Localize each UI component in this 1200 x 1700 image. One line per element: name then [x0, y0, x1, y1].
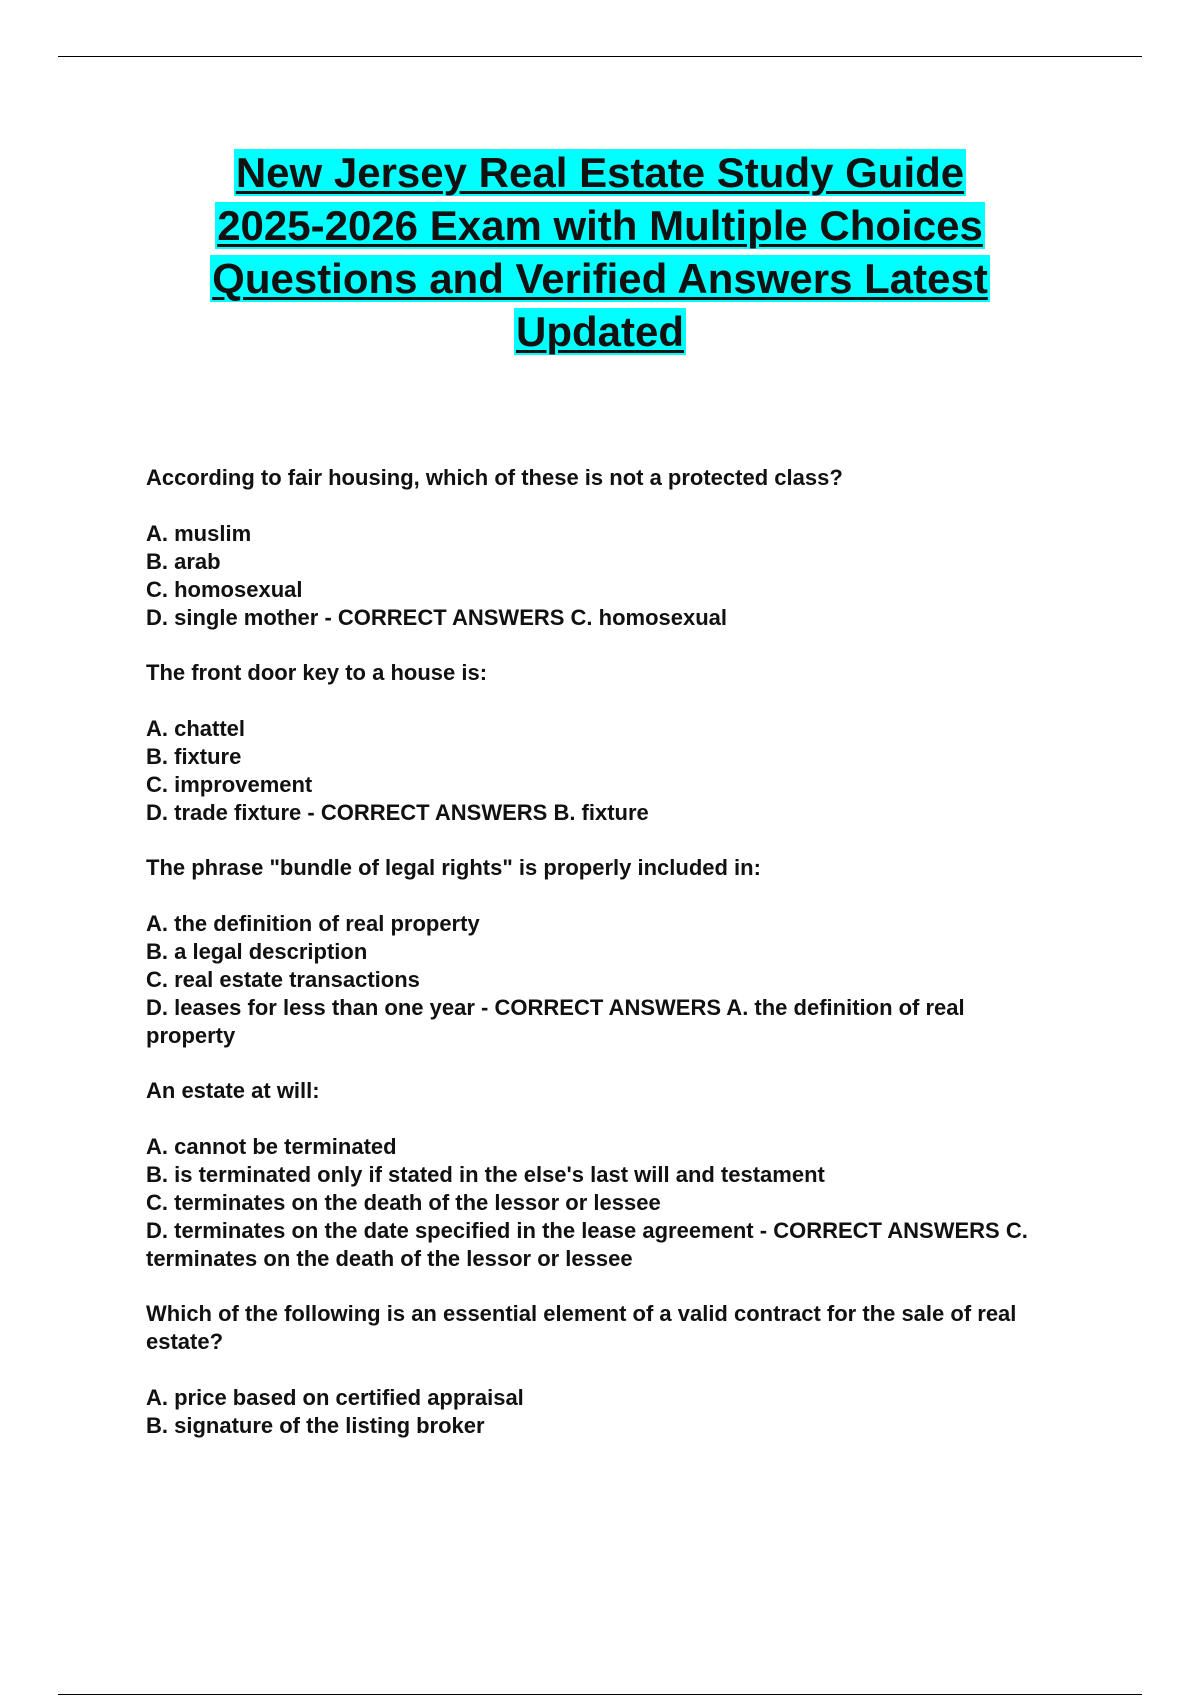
option-c: C. homosexual	[146, 577, 303, 602]
option-a: A. the definition of real property	[146, 911, 480, 936]
question-block	[146, 1077, 1046, 1273]
option-list	[146, 715, 1046, 827]
question-text: According to fair housing, which of these is not a protected class?	[146, 465, 843, 490]
option-d: D. trade fixture	[146, 800, 302, 825]
title-line-text: New Jersey Real Estate Study Guide	[235, 149, 965, 196]
option-b: B. is terminated only if stated in the else's last will and testament	[146, 1162, 825, 1187]
option-c: C. terminates on the death of the lessor or lessee	[146, 1190, 661, 1215]
question-block	[146, 464, 1046, 632]
title-line-text: Updated	[516, 308, 684, 355]
correct-answer: - CORRECT ANSWERS C. homosexual	[318, 605, 728, 630]
title-line	[0, 305, 1200, 358]
option-b: B. a legal description	[146, 939, 368, 964]
question-block	[146, 659, 1046, 827]
bottom-rule	[58, 1694, 1142, 1695]
question-text: The front door key to a house is:	[146, 660, 488, 685]
option-a: A. muslim	[146, 521, 252, 546]
option-list	[146, 910, 1046, 1050]
title-line	[0, 199, 1200, 252]
question-text: An estate at will:	[146, 1078, 320, 1103]
title-line	[0, 146, 1200, 199]
question-list	[146, 464, 1046, 1467]
top-rule	[58, 56, 1142, 57]
question-block	[146, 854, 1046, 1050]
option-list	[146, 1133, 1046, 1273]
option-c: C. improvement	[146, 772, 313, 797]
title-line-text: Questions and Verified Answers Latest	[212, 255, 988, 302]
option-a: A. price based on certified appraisal	[146, 1385, 524, 1410]
option-d-with-answer	[146, 1217, 1046, 1273]
option-b: B. fixture	[146, 744, 242, 769]
option-d: D. terminates on the date specified in the lease agreement	[146, 1218, 754, 1243]
option-d-with-answer	[146, 604, 1046, 632]
option-d-with-answer	[146, 799, 1046, 827]
option-d: D. single mother	[146, 605, 319, 630]
option-d-with-answer	[146, 994, 1046, 1050]
option-b: B. arab	[146, 549, 221, 574]
title-line	[0, 252, 1200, 305]
correct-answer: - CORRECT ANSWERS B. fixture	[301, 800, 649, 825]
option-a: A. chattel	[146, 716, 246, 741]
option-d: D. leases for less than one year	[146, 995, 475, 1020]
question-text: The phrase "bundle of legal rights" is properly included in:	[146, 855, 761, 880]
option-list	[146, 520, 1046, 632]
question-block	[146, 1300, 1046, 1440]
correct-answer: - CORRECT ANSWERS A. the definition of real property	[146, 995, 965, 1048]
title-line-text: 2025-2026 Exam with Multiple Choices	[217, 202, 983, 249]
document-title	[0, 146, 1200, 358]
option-a: A. cannot be terminated	[146, 1134, 397, 1159]
question-text: Which of the following is an essential element of a valid contract for the sale of real estate?	[146, 1301, 1017, 1354]
correct-answer: - CORRECT ANSWERS C. terminates on the death of the lessor or lessee	[146, 1218, 1028, 1271]
option-c: C. real estate transactions	[146, 967, 420, 992]
option-list	[146, 1384, 1046, 1440]
option-b: B. signature of the listing broker	[146, 1413, 485, 1438]
